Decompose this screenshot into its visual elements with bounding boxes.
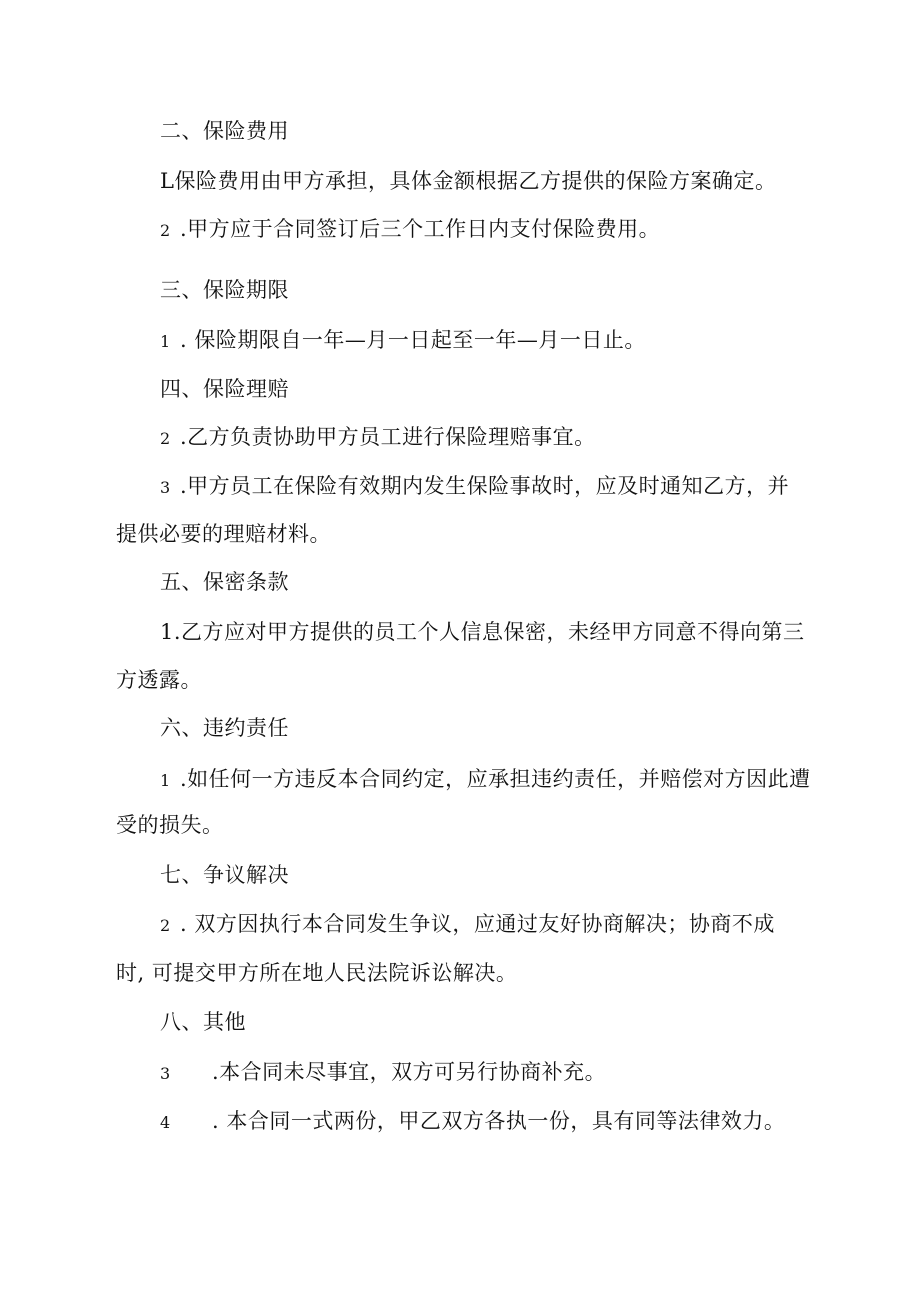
section-heading-claims: 四、保险理赔 <box>160 377 289 401</box>
clause-text: .甲方应于合同签订后三个工作日内支付保险费用。 <box>180 217 661 241</box>
section-heading-insurance-period: 三、保险期限 <box>160 278 289 302</box>
clause-claims-2 <box>160 422 596 454</box>
clause-other-4 <box>160 1106 785 1138</box>
clause-claims-3-line-1 <box>160 471 789 503</box>
clause-dispute-2-line-1 <box>160 909 775 941</box>
clause-breach-1-line-1 <box>160 764 811 796</box>
clause-text: . 双方因执行本合同发生争议，应通过友好协商解决；协商不成 <box>180 912 775 936</box>
clause-text: .乙方负责协助甲方员工进行保险理赔事宜。 <box>180 425 596 449</box>
clause-claims-3-line-2: 提供必要的理赔材料。 <box>116 522 331 546</box>
clause-other-3 <box>160 1057 606 1089</box>
clause-text: . 本合同一式两份，甲乙双方各执一份，具有同等法律效力。 <box>212 1109 786 1133</box>
clause-fees-2 <box>160 214 660 246</box>
clause-text: .甲方员工在保险有效期内发生保险事故时，应及时通知乙方，并 <box>180 474 790 498</box>
clause-number: 2 <box>160 916 171 935</box>
section-heading-other: 八、其他 <box>160 1010 246 1034</box>
clause-text: .本合同未尽事宜，双方可另行协商补充。 <box>212 1060 607 1084</box>
section-heading-breach-liability: 六、违约责任 <box>160 716 289 740</box>
clause-text: . 保险期限自一年—月一日起至一年—月一日止。 <box>180 328 646 352</box>
clause-confidentiality-1-line-1: 1.乙方应对甲方提供的员工个人信息保密，未经甲方同意不得向第三 <box>160 620 805 644</box>
clause-dispute-2-line-2: 时, 可提交甲方所在地人民法院诉讼解决。 <box>116 961 518 985</box>
section-heading-confidentiality: 五、保密条款 <box>160 570 289 594</box>
clause-number: 3 <box>160 478 171 497</box>
clause-number: 2 <box>160 221 171 240</box>
clause-number: 2 <box>160 429 171 448</box>
clause-fees-1: L保险费用由甲方承担，具体金额根据乙方提供的保险方案确定。 <box>160 169 777 193</box>
section-heading-dispute-resolution: 七、争议解决 <box>160 863 289 887</box>
clause-number: 1 <box>160 771 171 790</box>
clause-breach-1-line-2: 受的损失。 <box>116 813 224 837</box>
clause-period-1 <box>160 325 646 357</box>
section-heading-insurance-fees: 二、保险费用 <box>160 119 289 143</box>
clause-number: 3 <box>160 1064 171 1083</box>
clause-number: 4 <box>160 1113 171 1132</box>
clause-number: 1 <box>160 332 171 351</box>
clause-confidentiality-1-line-2: 方透露。 <box>116 668 202 692</box>
clause-text: .如任何一方违反本合同约定，应承担违约责任，并赔偿对方因此遭 <box>180 767 811 791</box>
